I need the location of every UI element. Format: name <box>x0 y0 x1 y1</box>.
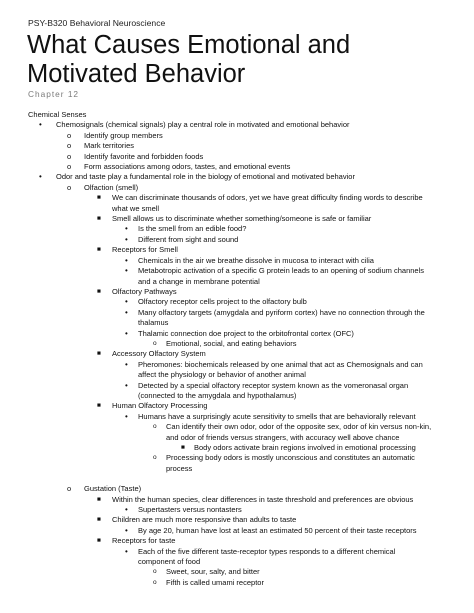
square-bullet-icon: ■ <box>97 215 101 223</box>
circle-bullet-icon: o <box>153 454 157 462</box>
bullet-icon: • <box>125 224 128 234</box>
notes-outline <box>0 110 474 588</box>
circle-bullet-icon: o <box>67 130 72 140</box>
outline-item <box>0 297 474 307</box>
bullet-icon: • <box>125 359 128 369</box>
outline-text: Humans have a surprisingly acute sensitivity to smells that are behaviorally relevant <box>138 411 416 421</box>
outline-item <box>0 162 474 172</box>
outline-text: and a change in membrane potential <box>138 276 260 286</box>
circle-bullet-icon: o <box>153 578 157 586</box>
outline-item-continuation <box>0 391 474 401</box>
bullet-icon: • <box>125 411 128 421</box>
outline-text: Many olfactory targets (amygdala and pyriform cortex) have no connection through the <box>138 307 425 317</box>
outline-item <box>0 401 474 411</box>
outline-item-continuation <box>0 277 474 287</box>
outline-text: Processing body odors is mostly unconscious and constitutes an automatic <box>166 453 415 463</box>
bullet-icon: • <box>125 505 128 515</box>
outline-text: Supertasters versus nontasters <box>138 505 242 515</box>
outline-item <box>0 120 474 130</box>
outline-text: Chemicals in the air we breathe dissolve in mucosa to interact with cilia <box>138 255 374 265</box>
circle-bullet-icon: o <box>153 423 157 431</box>
outline-item <box>0 339 474 349</box>
outline-text: Form associations among odors, tastes, and emotional events <box>84 162 291 172</box>
bullet-icon: • <box>125 307 128 317</box>
outline-text: what we smell <box>112 203 160 213</box>
circle-bullet-icon: o <box>67 484 72 494</box>
circle-bullet-icon: o <box>67 151 72 161</box>
outline-text: Accessory Olfactory System <box>112 349 206 359</box>
outline-item <box>0 412 474 422</box>
section-spacer <box>0 474 474 484</box>
outline-text: (connected to the amygdala and hypothalamus) <box>138 390 297 400</box>
page-title: What Causes Emotional and Motivated Behavior <box>27 31 351 88</box>
outline-text: Olfactory Pathways <box>112 286 177 296</box>
outline-text: Children are much more responsive than adults to taste <box>112 515 297 525</box>
outline-text: Olfaction (smell) <box>84 182 139 192</box>
bullet-icon: • <box>125 234 128 244</box>
bullet-icon: • <box>39 172 42 182</box>
outline-text: We can discriminate thousands of odors, yet we have great difficulty finding words to describe <box>112 193 423 203</box>
bullet-icon: • <box>125 297 128 307</box>
outline-item-continuation <box>0 318 474 328</box>
outline-text: Is the smell from an edible food? <box>138 224 247 234</box>
circle-bullet-icon: o <box>67 182 72 192</box>
outline-text: Different from sight and sound <box>138 234 239 244</box>
square-bullet-icon: ■ <box>181 444 185 451</box>
outline-text: Receptors for Smell <box>112 245 178 255</box>
outline-text: Can identify their own odor, odor of the opposite sex, odor of kin versus non-kin, <box>166 422 432 432</box>
outline-item <box>0 360 474 370</box>
outline-text: By age 20, human have lost at least an estimated 50 percent of their taste receptors <box>138 525 417 535</box>
outline-text: Fifth is called umami receptor <box>166 577 264 587</box>
square-bullet-icon: ■ <box>97 287 101 295</box>
outline-item <box>0 381 474 391</box>
outline-item <box>0 235 474 245</box>
outline-text: component of food <box>138 557 201 567</box>
course-header: PSY-B320 Behavioral Neuroscience <box>28 18 166 28</box>
bullet-icon: • <box>125 546 128 556</box>
outline-item <box>0 287 474 297</box>
square-bullet-icon: ■ <box>97 194 101 202</box>
outline-text: Sweet, sour, salty, and bitter <box>166 567 260 577</box>
outline-item <box>0 329 474 339</box>
outline-item <box>0 505 474 515</box>
outline-item <box>0 349 474 359</box>
square-bullet-icon: ■ <box>97 537 101 545</box>
circle-bullet-icon: o <box>153 339 157 347</box>
outline-text: and odor of friends versus strangers, with accuracy well above chance <box>166 432 400 442</box>
outline-item <box>0 256 474 266</box>
square-bullet-icon: ■ <box>97 495 101 503</box>
outline-text: Identify group members <box>84 130 163 140</box>
outline-item-continuation <box>0 204 474 214</box>
outline-item <box>0 266 474 276</box>
circle-bullet-icon: o <box>67 162 72 172</box>
outline-item <box>0 183 474 193</box>
outline-item <box>0 567 474 577</box>
circle-bullet-icon: o <box>153 568 157 576</box>
outline-text: Emotional, social, and eating behaviors <box>166 338 297 348</box>
outline-item <box>0 193 474 203</box>
outline-item <box>0 131 474 141</box>
square-bullet-icon: ■ <box>97 350 101 358</box>
chapter-label: Chapter 12 <box>28 89 80 99</box>
outline-item-continuation <box>0 433 474 443</box>
outline-item <box>0 536 474 546</box>
circle-bullet-icon: o <box>67 141 72 151</box>
outline-item-continuation <box>0 464 474 474</box>
outline-item-continuation <box>0 370 474 380</box>
outline-text: process <box>166 463 193 473</box>
outline-text: Odor and taste play a fundamental role in the biology of emotional and motivated behavior <box>56 172 355 182</box>
outline-item <box>0 172 474 182</box>
outline-item <box>0 515 474 525</box>
outline-text: Detected by a special olfactory receptor system known as the vomeronasal organ <box>138 380 409 390</box>
bullet-icon: • <box>125 525 128 535</box>
outline-text: Smell allows us to discriminate whether something/someone is safe or familiar <box>112 214 372 224</box>
outline-text: Metabotropic activation of a specific G protein leads to an opening of sodium channels <box>138 266 425 276</box>
outline-item <box>0 422 474 432</box>
outline-item <box>0 484 474 494</box>
outline-item <box>0 453 474 463</box>
outline-item <box>0 308 474 318</box>
outline-text: Chemical Senses <box>28 110 87 119</box>
outline-item <box>0 214 474 224</box>
outline-item <box>0 443 474 453</box>
bullet-icon: • <box>125 380 128 390</box>
square-bullet-icon: ■ <box>97 516 101 524</box>
outline-item <box>0 547 474 557</box>
outline-text: Mark territories <box>84 141 135 151</box>
outline-text: Within the human species, clear differences in taste threshold and preferences are obvious <box>112 494 414 504</box>
outline-text: Human Olfactory Processing <box>112 401 208 411</box>
square-bullet-icon: ■ <box>97 402 101 410</box>
outline-text: Thalamic connection doe project to the orbitofrontal cortex (OFC) <box>138 328 354 338</box>
bullet-icon: • <box>39 120 42 130</box>
outline-item <box>0 526 474 536</box>
outline-item <box>0 224 474 234</box>
outline-item <box>0 141 474 151</box>
outline-item <box>0 495 474 505</box>
square-bullet-icon: ■ <box>97 246 101 254</box>
outline-text: Body odors activate brain regions involved in emotional processing <box>194 443 416 452</box>
outline-item <box>0 578 474 588</box>
outline-item <box>0 152 474 162</box>
outline-item <box>0 245 474 255</box>
outline-text: Receptors for taste <box>112 536 176 546</box>
outline-text: Olfactory receptor cells project to the olfactory bulb <box>138 297 307 307</box>
bullet-icon: • <box>125 328 128 338</box>
bullet-icon: • <box>125 266 128 276</box>
outline-item-continuation <box>0 557 474 567</box>
outline-text: thalamus <box>138 318 169 328</box>
bullet-icon: • <box>125 255 128 265</box>
outline-text: Gustation (Taste) <box>84 484 142 494</box>
outline-text: Each of the five different taste-receptor types responds to a different chemical <box>138 546 396 556</box>
outline-text: Chemosignals (chemical signals) play a central role in motivated and emotional behavior <box>56 120 350 130</box>
outline-text: Identify favorite and forbidden foods <box>84 151 204 161</box>
outline-text: affect the physiology or behavior of another animal <box>138 370 306 380</box>
outline-item <box>0 110 474 120</box>
outline-text: Pheromones: biochemicals released by one animal that act as Chemosignals and can <box>138 359 423 369</box>
